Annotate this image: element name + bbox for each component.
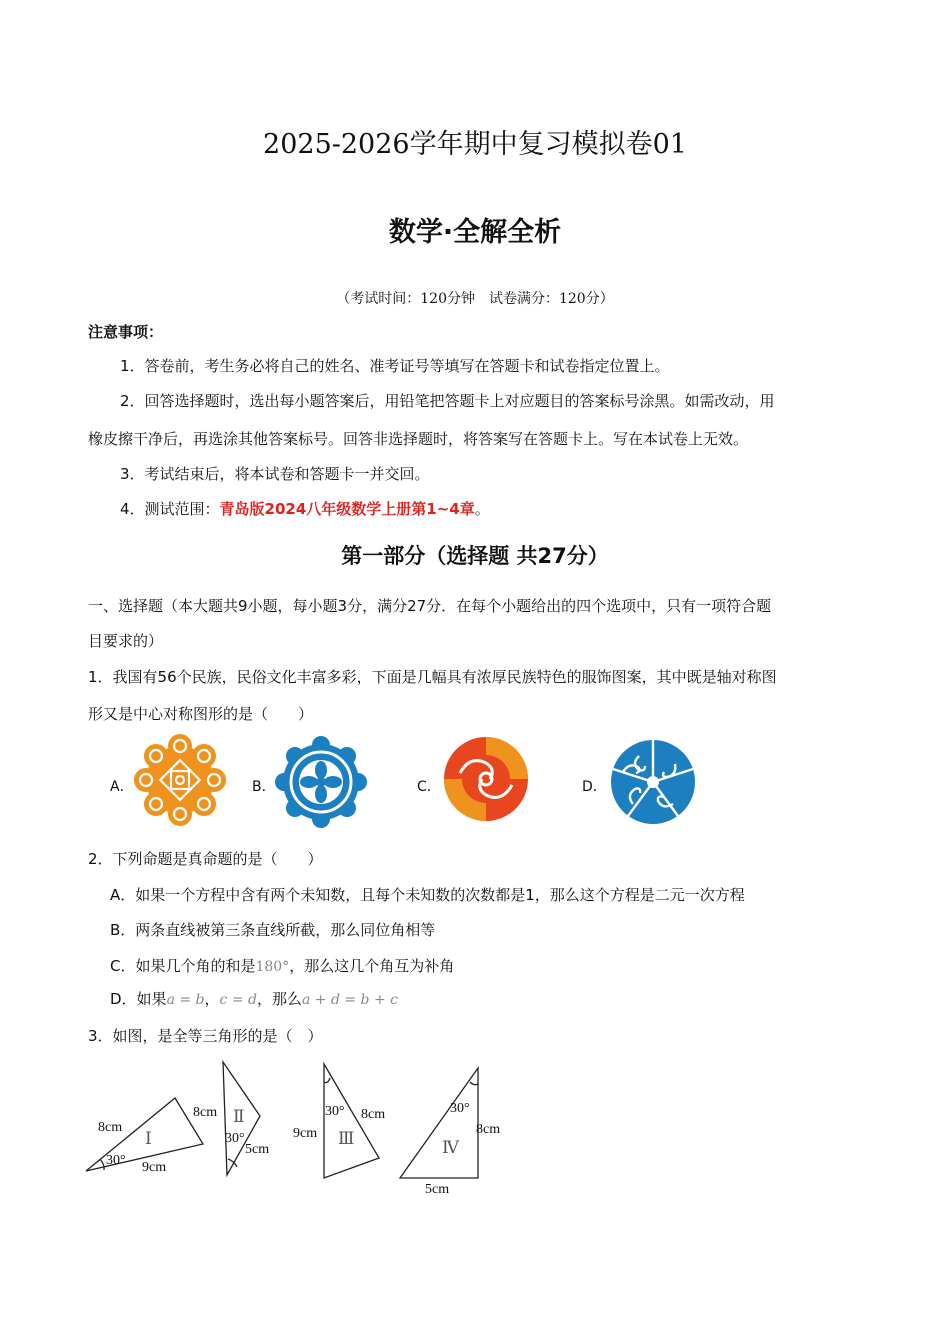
notice-item-2-line-2: 橡皮擦干净后，再选涂其他答案标号。回答非选择题时，将答案写在答题卡上。写在本试卷上无效。 bbox=[88, 430, 749, 448]
triangle-2-side-a: 8cm bbox=[193, 1105, 218, 1120]
q2-stem: 2．下列命题是真命题的是（ ） bbox=[88, 850, 323, 868]
q2-option-d-math-1: a = b bbox=[166, 992, 205, 1008]
q1-option-b-label: B． bbox=[252, 779, 276, 795]
q1-option-d-label: D． bbox=[582, 779, 607, 795]
q2-option-d-math-2: c = d bbox=[219, 992, 257, 1008]
q2-option-a: A．如果一个方程中含有两个未知数，且每个未知数的次数都是1，那么这个方程是二元一次方程 bbox=[110, 886, 745, 904]
q2-option-c-prefix: C．如果几个角的和是 bbox=[110, 957, 256, 975]
triangle-3-side-b: 8cm bbox=[361, 1107, 386, 1122]
triangle-4-side-b: 5cm bbox=[425, 1182, 450, 1197]
q1-stem-line-2: 形又是中心对称图形的是（ ） bbox=[88, 705, 314, 723]
q2-option-b: B．两条直线被第三条直线所截，那么同位角相等 bbox=[110, 921, 436, 939]
triangle-1-roman: Ⅰ bbox=[145, 1129, 152, 1148]
triangle-2-angle: 30° bbox=[225, 1131, 245, 1146]
pattern-c-image bbox=[440, 733, 532, 825]
notice-item-3: 3．考试结束后，将本试卷和答题卡一并交回。 bbox=[120, 465, 430, 483]
test-scope: 青岛版2024八年级数学上册第1~4章 bbox=[219, 500, 475, 518]
notice-item-4-suffix: 。 bbox=[474, 500, 490, 518]
triangle-3-roman: Ⅲ bbox=[338, 1129, 355, 1148]
triangle-1-side-a: 8cm bbox=[98, 1120, 123, 1135]
triangle-2-roman: Ⅱ bbox=[233, 1107, 245, 1126]
q2-option-d-sep: ， bbox=[204, 990, 220, 1008]
q1-option-a-label: A． bbox=[110, 779, 134, 795]
notice-item-4 bbox=[120, 498, 490, 519]
q1-stem-line-1: 1．我国有56个民族，民俗文化丰富多彩，下面是几幅具有浓厚民族特色的服饰图案，其中既是轴对称图 bbox=[88, 668, 777, 686]
q2-option-c-math: 180° bbox=[255, 959, 290, 975]
triangle-2-side-b: 5cm bbox=[245, 1142, 270, 1157]
triangle-4-angle: 30° bbox=[450, 1101, 470, 1116]
pattern-b-image bbox=[275, 736, 367, 828]
triangle-4-side-a: 8cm bbox=[476, 1122, 501, 1137]
pattern-d-image bbox=[609, 738, 697, 826]
notice-heading: 注意事项： bbox=[88, 323, 164, 341]
q2-option-d-prefix: D．如果 bbox=[110, 990, 167, 1008]
triangle-4 bbox=[400, 1068, 478, 1178]
notice-item-1: 1．答卷前，考生务必将自己的姓名、准考证号等填写在答题卡和试卷指定位置上。 bbox=[120, 357, 670, 375]
q3-stem: 3．如图，是全等三角形的是（ ） bbox=[88, 1027, 323, 1045]
part-one-heading: 第一部分（选择题 共27分） bbox=[341, 544, 609, 568]
triangle-1-angle-arc bbox=[100, 1159, 104, 1170]
triangle-1-angle: 30° bbox=[106, 1153, 126, 1168]
triangle-3-side-a: 9cm bbox=[293, 1126, 318, 1141]
q2-option-d-mid: ，那么 bbox=[256, 990, 302, 1008]
q3-triangles-figure bbox=[80, 1058, 520, 1203]
q2-option-d bbox=[110, 988, 398, 1009]
exam-title: 2025-2026学年期中复习模拟卷01 bbox=[263, 129, 687, 160]
notice-item-2-line-1: 2．回答选择题时，选出每小题答案后，用铅笔把答题卡上对应题目的答案标号涂黑。如需改动，用 bbox=[120, 392, 775, 410]
q2-option-c bbox=[110, 955, 454, 976]
triangle-3-angle: 30° bbox=[325, 1104, 345, 1119]
triangle-4-roman: Ⅳ bbox=[442, 1138, 459, 1157]
notice-item-4-prefix: 4．测试范围： bbox=[120, 500, 220, 518]
q2-option-d-math-3: a + d = b + c bbox=[301, 992, 398, 1008]
triangle-3-angle-arc bbox=[324, 1078, 330, 1083]
q1-option-c-label: C． bbox=[417, 779, 441, 795]
pattern-a-image bbox=[133, 733, 227, 827]
triangle-4-angle-arc bbox=[470, 1082, 478, 1085]
triangle-1-side-b: 9cm bbox=[142, 1160, 167, 1175]
q2-option-c-suffix: ，那么这几个角互为补角 bbox=[289, 957, 455, 975]
section-instructions-line-2: 目要求的） bbox=[88, 632, 164, 650]
section-instructions-line-1: 一、选择题（本大题共9小题，每小题3分，满分27分．在每个小题给出的四个选项中，只有一项符合题 bbox=[88, 597, 772, 615]
exam-info: （考试时间：120分钟 试卷满分：120分） bbox=[336, 291, 614, 307]
exam-subtitle: 数学·全解全析 bbox=[388, 217, 562, 248]
